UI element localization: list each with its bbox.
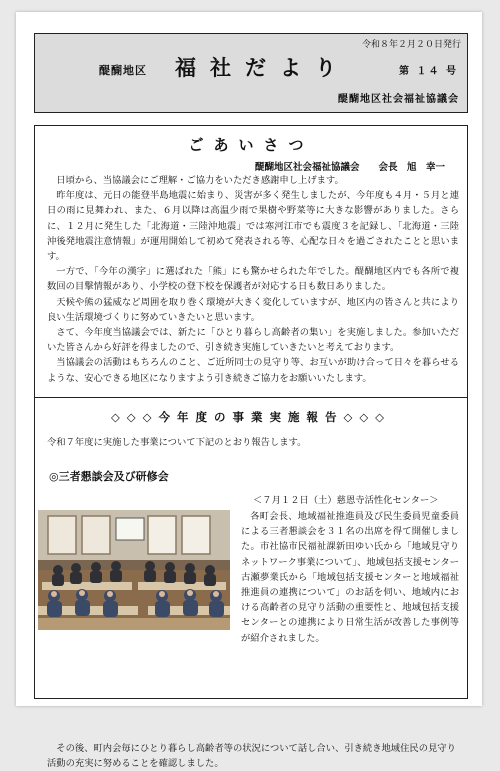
event-heading: ＜７月１２日（土）慈恩寺活性化センター＞ — [253, 495, 439, 506]
greeting-paragraph: さて、今年度当協議会では、新たに「ひとり暮らし高齢者の集い」を実施しました。参加いただいた皆さんから好評を得ましたので、引き続き実施していきたいと考えております。 — [47, 327, 459, 354]
issue-number: 第 １４ 号 — [399, 66, 458, 77]
greeting-paragraph: 一方で、「今年の漢字」に選ばれた「熊」にも驚かせられた年でした。醍醐地区内でも各所で複数回の目撃情報があり、小学校の登下校を保護者が対応する日も数日ありました。 — [47, 266, 459, 293]
section-divider — [35, 397, 467, 398]
meeting-photo — [38, 510, 230, 630]
report-title: ◇◇◇今年度の事業実施報告◇◇◇ — [110, 410, 392, 424]
newsletter-header — [34, 33, 468, 113]
area-label: 醍醐地区 — [99, 64, 147, 77]
closing-text — [47, 741, 459, 771]
greeting-title: ごあいさつ — [188, 136, 314, 154]
greeting-paragraph: 天候や熊の猛威など周囲を取り巻く環境が大きく変化していますが、地区内の皆さんと共により良い生活環境づくりに努めていきたいと思います。 — [47, 296, 459, 323]
event-paragraph: 各町会長、地域福祉推進員及び民生委員児童委員による三者懇談会を３１名の出席を得て開催しました。市社協市民福祉課新田ゆい氏から「地域見守りネットワーク事業について」、地域包括支援センター古瀬夢業氏から「地域包括支援センターと地域福祉推進員の連携について」のお話を伺い、地域内における高齢者の見守り活動の重要性と、地域包括支援センターとの連携により日常生活が改善した事例等が紹介されました。 — [241, 511, 459, 644]
greeting-paragraph: 昨年度は、元日の能登半島地震に始まり、災害が多く発生しましたが、今年度も４月・５月と連日の雨に見舞われ、また、６月以降は高温少雨で果樹や野菜等に大きな影響がありました。さらに、１２月に発生した「北海道・三陸沖地震」では寒河江市でも震度３を記録し、「北海道・三陸沖後発地震注意情報」が運用開始して初めて発表される等、心配な日々を過ごされたことと思います。 — [47, 190, 459, 263]
greeting-paragraph: 日頃から、当協議会にご理解・ご協力をいただき感謝申し上げます。 — [56, 175, 344, 186]
meeting-photo-image — [38, 510, 230, 630]
closing-paragraph: その後、町内会毎にひとり暮らし高齢者等の状況について話し合い、引き続き地域住民の見守り活動の充実に努めることを確認しました。 — [47, 743, 456, 770]
greeting-body — [47, 173, 459, 386]
report-intro: 令和７年度に実施した事業について下記のとおり報告します。 — [47, 437, 307, 448]
publisher-org: 醍醐地区社会福祉協議会 — [338, 94, 459, 105]
section-heading: ◎三者懇談会及び研修会 — [49, 470, 169, 483]
newsletter-title: 福社だより — [175, 55, 350, 80]
issue-date: 令和８年２月２０日発行 — [361, 40, 461, 50]
greeting-paragraph: 当協議会の活動はもちろんのこと、ご近所同士の見守り等、お互いが助け合って日々を暮らせるような、安心できる地区になりますよう引き続きご協力をお願いいたします。 — [47, 357, 459, 384]
greeting-byline: 醍醐地区社会福祉協議会 会長 旭 幸一 — [254, 162, 445, 173]
event-body — [241, 509, 459, 646]
